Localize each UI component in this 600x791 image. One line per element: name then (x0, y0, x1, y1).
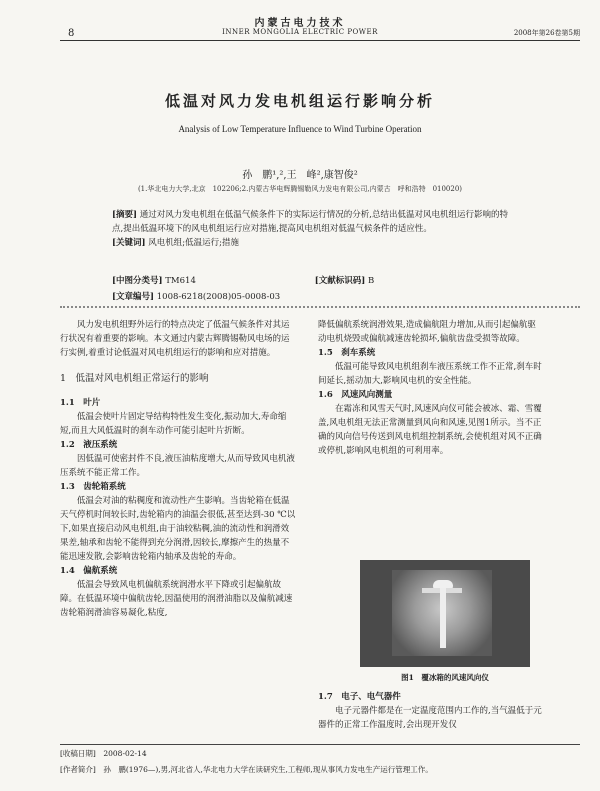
intro-paragraph: 风力发电机组野外运行的特点决定了低温气候条件对其运行状况有着重要的影响。本文通过内蒙古辉腾锡勒风电场的运行实例,着重讨论低温对风电机组运行的影响和应对措施。 (60, 320, 290, 358)
affiliations: (1.华北电力大学,北京 102206;2.内蒙古华电辉腾锡勒风力发电有限公司,内蒙古 呼和浩特 010020) (137, 185, 463, 193)
section-1-7-heading: 1.7 电子、电气器件 (318, 692, 401, 702)
section-1-2-text: 因低温可使密封件不良,液压油粘度增大,从而导致风电机液压系统不能正常工作。 (60, 454, 295, 478)
anemometer-photo (360, 560, 530, 667)
paper-title-en: Analysis of Low Temperature Influence to Wind Turbine Operation (178, 124, 422, 134)
section-1-1-text: 低温会使叶片固定导结构特性发生变化,振动加大,寿命缩短,而且大风低温时的刹车动作可能引起叶片折断。 (60, 412, 287, 436)
section-1-6-heading: 1.6 风速风向测量 (318, 390, 393, 400)
abstract (112, 208, 518, 250)
article-value: 1008-6218(2008)05-0008-03 (156, 292, 281, 302)
section-1-2-heading: 1.2 液压系统 (60, 440, 118, 450)
left-column (60, 318, 296, 620)
section-1-4-text: 低温会导致风电机偏航系统润滑水平下降或引起偏航故障。在低温环境中偏航齿轮,因温使用的润滑油脂以及偏航减速齿轮箱润滑油容易凝化,粘度, (60, 580, 293, 618)
keywords: 风电机组;低温运行;措施 (148, 238, 239, 248)
article-number (112, 290, 280, 302)
doc-value: B (367, 276, 375, 286)
doc-label: [文献标识码] (314, 276, 366, 286)
clc-value: TM614 (165, 276, 196, 286)
right-column-bottom (318, 690, 544, 732)
section-1-6-text: 在霜冻和风雪天气时,风速风向仪可能会被冰、霜、雪覆盖,风电机组无法正常测量到风向和风速,见图1所示。当不正确的风向信号传送到风电机组控制系统,会使机组对风不正确或停机,影响风电机组的可利用率。 (318, 404, 542, 456)
classification-row (112, 274, 518, 286)
paper-title: 低温对风力发电机组运行影响分析 (164, 92, 435, 110)
footer-rule (60, 744, 580, 745)
section-1-5-heading: 1.5 刹车系统 (318, 348, 376, 358)
keywords-label: [关键词] (112, 238, 146, 248)
article-label: [文章编号] (112, 292, 155, 302)
section-1-4-heading: 1.4 偏航系统 (60, 566, 118, 576)
journal-name-en: INNER MONGOLIA ELECTRIC POWER (222, 28, 378, 36)
journal-name: 内蒙古电力技术 (254, 18, 346, 29)
issue-info: 2008年第26卷第5期 (513, 29, 580, 37)
section-1-3-text: 低温会对油的粘稠度和流动性产生影响。当齿轮箱在低温天气停机时间较长时,齿轮箱内的油温会很低,甚至达到-30 ℃以下,如果直接启动风电机组,由于油较粘稠,油的流动性和润滑效果差,轴承和齿轮不能得到充分润滑,因较长,摩擦产生的热量不能迅速发散,会影响齿轮箱内轴承及齿轮的寿命。 (60, 496, 296, 562)
section-1-3-heading: 1.3 齿轮箱系统 (60, 482, 126, 492)
received-date: [收稿日期] 2008-02-14 (60, 749, 147, 758)
clc-label: [中图分类号] (112, 276, 163, 286)
section-1-heading: 1 低温对风电机组正常运行的影响 (60, 373, 209, 384)
section-1-5-text: 低温可能导致风电机组刹车液压系统工作不正常,刹车时间延长,摇动加大,影响风电机的安全性能。 (318, 362, 542, 386)
header-rule (60, 40, 580, 41)
abstract-label: [摘要] (112, 210, 138, 220)
section-1-1-heading: 1.1 叶片 (60, 398, 101, 408)
section-divider (60, 306, 580, 308)
abstract-text: 通过对风力发电机组在低温气候条件下的实际运行情况的分析,总结出低温对风电机组运行影响的特点,提出低温环境下的风电机组运行应对措施,提高风电机组对低温气候条件的适应性。 (112, 210, 508, 234)
page-number: 8 (68, 28, 75, 39)
author-bio: [作者简介] 孙 鹏(1976—),男,河北省人,华北电力大学在读研究生,工程师,现从事风力发电生产运行管理工作。 (60, 765, 433, 774)
continued-paragraph: 降低偏航系统润滑效果,造成偏航阻力增加,从而引起偏航驱动电机烧毁或偏航减速齿轮损坏,偏航齿盘受损等故障。 (318, 320, 536, 344)
figure-caption: 图1 覆冰箱的风速风向仪 (401, 673, 489, 682)
authors: 孙 鹏¹,²,王 峰²,康智俊² (242, 170, 358, 181)
right-column (318, 318, 544, 458)
section-1-7-text: 电子元器件都是在一定温度范围内工作的,当气温低于元器件的正常工作温度时,会出现开发仅 (318, 706, 542, 730)
